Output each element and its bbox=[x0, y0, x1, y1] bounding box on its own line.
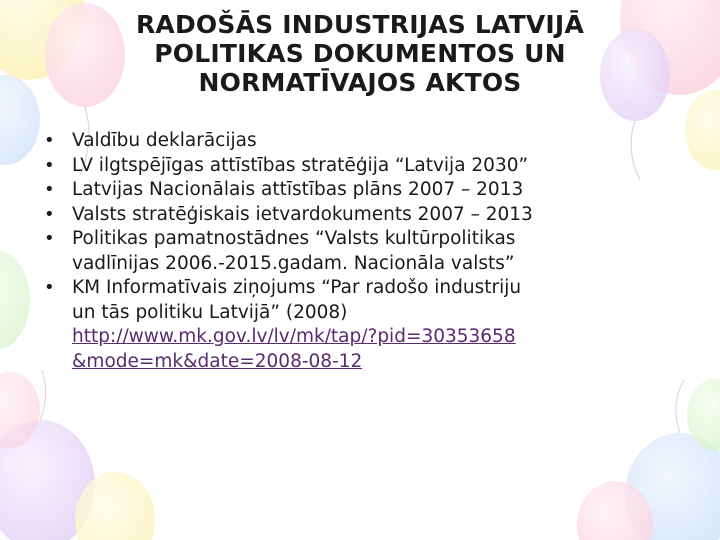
bullet-dot-icon: • bbox=[44, 277, 55, 298]
bullet-text: Latvijas Nacionālais attīstības plāns 2007 – 2013 bbox=[72, 179, 524, 200]
title-line: POLITIKAS DOKUMENTOS UN bbox=[154, 39, 566, 68]
bullet-text: un tās politiku Latvijā” (2008) bbox=[72, 301, 348, 323]
bullet-dot-icon: • bbox=[44, 228, 55, 249]
bullet-dot-icon: • bbox=[44, 130, 55, 151]
balloon-shape bbox=[0, 75, 40, 165]
source-link[interactable]: http://www.mk.gov.lv/lv/mk/tap/?pid=30353658 bbox=[72, 326, 516, 347]
bullet-text: LV ilgtspējīgas attīstības stratēģija “Latvija 2030” bbox=[72, 154, 529, 176]
bullet-dot-icon: • bbox=[44, 154, 55, 176]
source-link[interactable]: &mode=mk&date=2008-08-12 bbox=[72, 350, 363, 372]
balloon-shape bbox=[0, 250, 30, 350]
bullet-item bbox=[44, 203, 704, 228]
bullet-text: Valdību deklarācijas bbox=[72, 130, 257, 151]
bullet-item bbox=[44, 178, 704, 203]
bullet-dot-icon: • bbox=[44, 203, 55, 225]
title-line: RADOŠĀS INDUSTRIJAS LATVIJĀ bbox=[135, 10, 584, 39]
bullet-item bbox=[44, 227, 704, 276]
bullet-item bbox=[44, 154, 704, 179]
bullet-list bbox=[44, 129, 704, 374]
bullet-item bbox=[44, 129, 704, 154]
balloon-string bbox=[676, 380, 684, 433]
bullet-dot-icon: • bbox=[44, 179, 55, 200]
slide-title bbox=[60, 10, 660, 97]
balloon-string bbox=[40, 370, 46, 420]
bullet-text: Politikas pamatnostādnes “Valsts kultūrpolitikas bbox=[72, 228, 516, 249]
bullet-text: vadlīnijas 2006.-2015.gadam. Nacionāla valsts” bbox=[72, 252, 515, 274]
bullet-item bbox=[44, 276, 704, 374]
bullet-text: KM Informatīvais ziņojums “Par radošo industriju bbox=[72, 277, 522, 298]
title-line: NORMATĪVAJOS AKTOS bbox=[198, 68, 522, 97]
bullet-text: Valsts stratēģiskais ietvardokuments 2007 – 2013 bbox=[72, 203, 533, 225]
